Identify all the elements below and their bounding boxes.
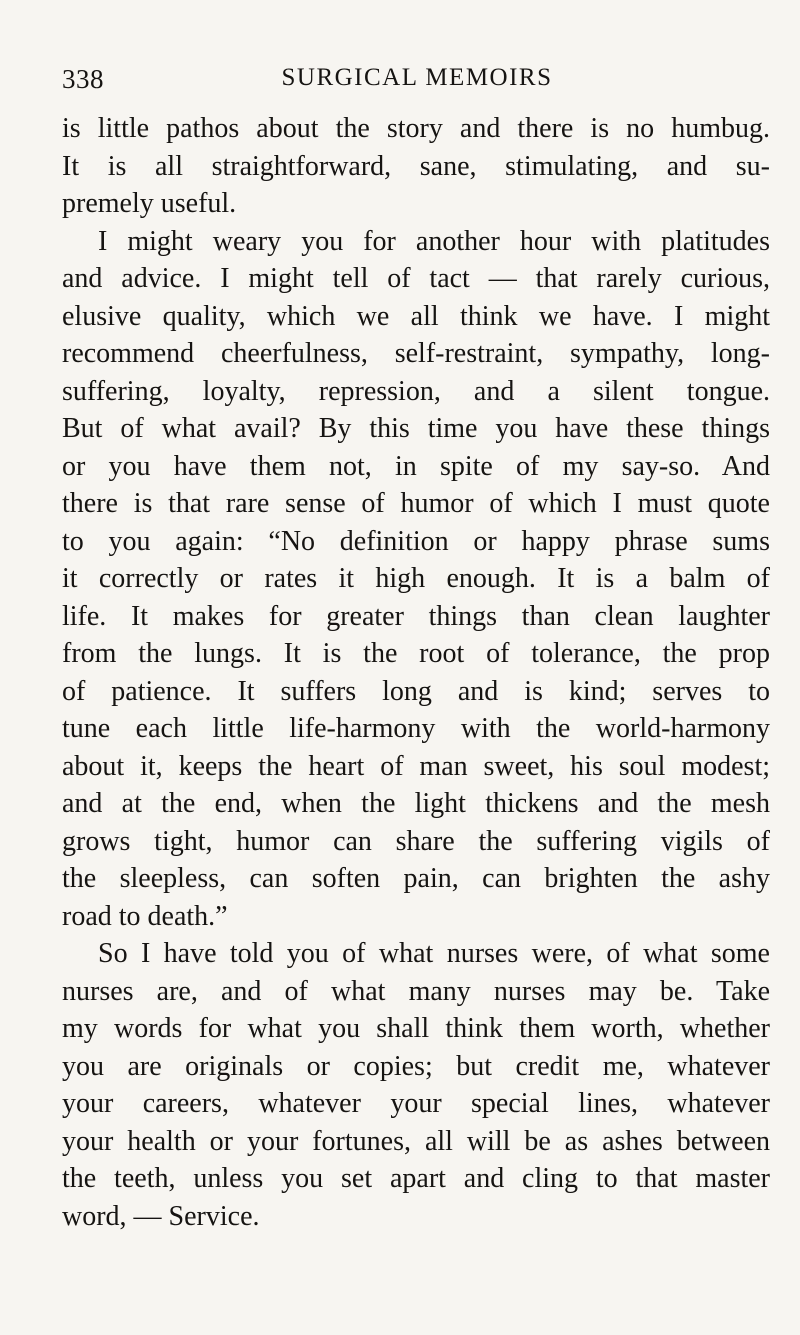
paragraph <box>62 110 770 223</box>
text-line: grows tight, humor can share the suffering vigils of <box>62 825 770 857</box>
text-line: elusive quality, which we all think we have. I might <box>62 300 770 332</box>
text-line: you are originals or copies; but credit me, whatever <box>62 1050 770 1082</box>
text-line: your careers, whatever your special lines, whatever <box>62 1088 770 1119</box>
text-line: tune each little life-harmony with the world-harmony <box>62 713 770 744</box>
text-line: it correctly or rates it high enough. It is a balm of <box>62 563 770 594</box>
text-line: recommend cheerfulness, self-restraint, sympathy, long- <box>62 338 770 369</box>
text-line: But of what avail? By this time you have these things <box>62 413 770 444</box>
text-line: from the lungs. It is the root of tolerance, the prop <box>62 638 770 669</box>
running-title: SURGICAL MEMOIRS <box>281 64 553 91</box>
text-line: nurses are, and of what many nurses may be. Take <box>62 975 770 1007</box>
text-line: word, — Service. <box>62 1200 260 1232</box>
text-line: life. It makes for greater things than clean laughter <box>62 600 770 632</box>
text-line: is little pathos about the story and there is no humbug. <box>62 113 770 144</box>
text-line: the teeth, unless you set apart and cling to that master <box>62 1163 770 1194</box>
text-line: road to death.” <box>62 900 228 932</box>
text-line: So I have told you of what nurses were, of what some <box>98 938 770 969</box>
text-line: and at the end, when the light thickens and the mesh <box>62 788 770 819</box>
text-line: and advice. I might tell of tact — that rarely curious, <box>62 263 770 294</box>
text-line: I might weary you for another hour with platitudes <box>98 225 770 257</box>
paragraph <box>62 223 770 936</box>
text-line: my words for what you shall think them worth, whether <box>62 1013 770 1044</box>
text-line: there is that rare sense of humor of which I must quote <box>62 488 770 519</box>
text-line: suffering, loyalty, repression, and a silent tongue. <box>62 375 770 407</box>
text-line: the sleepless, can soften pain, can brighten the ashy <box>62 863 770 894</box>
text-line: to you again: “No definition or happy phrase sums <box>62 525 770 557</box>
text-line: It is all straightforward, sane, stimulating, and su- <box>62 150 770 182</box>
page-number: 338 <box>62 64 104 94</box>
paragraph <box>62 935 770 1235</box>
text-line: about it, keeps the heart of man sweet, his soul modest; <box>62 750 770 782</box>
text-line: your health or your fortunes, all will be as ashes between <box>62 1125 770 1157</box>
body-text <box>62 110 770 1235</box>
text-line: premely useful. <box>62 188 237 219</box>
text-line: or you have them not, in spite of my say-so. And <box>62 450 770 482</box>
running-head <box>62 58 772 98</box>
text-line: of patience. It suffers long and is kind; serves to <box>62 675 770 707</box>
